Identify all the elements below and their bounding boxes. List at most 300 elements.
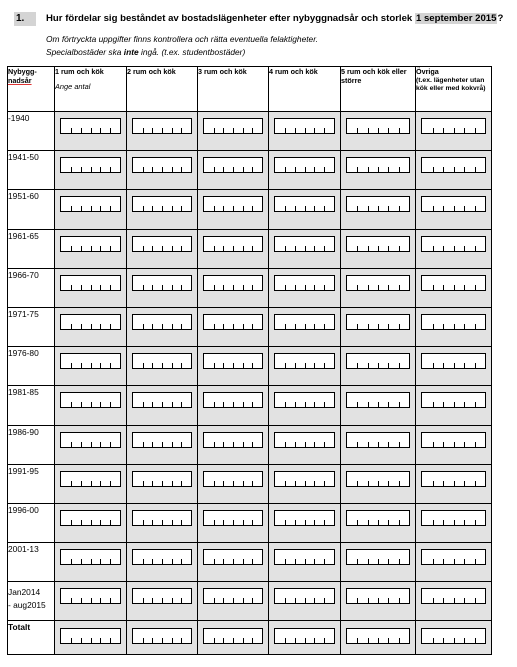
count-input-box[interactable] [274, 275, 335, 291]
digit-divider [252, 638, 253, 643]
count-input-box[interactable] [132, 628, 192, 644]
count-input-box[interactable] [346, 471, 410, 487]
count-input-box[interactable] [274, 157, 335, 173]
digit-divider [295, 206, 296, 211]
digit-divider [81, 206, 82, 211]
count-input-box[interactable] [346, 118, 410, 134]
digit-divider [243, 206, 244, 211]
digit-divider [223, 285, 224, 290]
count-cell [55, 386, 127, 425]
count-input-box[interactable] [346, 314, 410, 330]
count-input-box[interactable] [203, 432, 263, 448]
count-input-box[interactable] [203, 314, 263, 330]
column-sublabel: (t.ex. lägenheter utan kök eller med kokvrå) [416, 77, 486, 92]
count-input-box[interactable] [203, 392, 263, 408]
count-input-box[interactable] [132, 275, 192, 291]
digit-divider [475, 481, 476, 486]
count-input-box[interactable] [203, 628, 263, 644]
digit-divider [91, 128, 92, 133]
digit-divider [71, 402, 72, 407]
digit-divider [152, 520, 153, 525]
digit-divider [162, 481, 163, 486]
count-cell [55, 425, 127, 464]
table-row [8, 347, 492, 386]
count-input-box[interactable] [274, 314, 335, 330]
count-input-box[interactable] [132, 432, 192, 448]
count-input-box[interactable] [346, 510, 410, 526]
digit-divider [91, 285, 92, 290]
count-cell [127, 582, 198, 621]
digit-divider [214, 481, 215, 486]
digit-divider [110, 206, 111, 211]
digit-divider [388, 285, 389, 290]
row-label: 2001-13 [8, 543, 55, 582]
digit-divider [233, 324, 234, 329]
count-input-box[interactable] [60, 628, 121, 644]
count-cell [341, 190, 416, 229]
count-input-box[interactable] [346, 588, 410, 604]
count-input-box[interactable] [346, 353, 410, 369]
count-input-box[interactable] [132, 549, 192, 565]
table-row [8, 386, 492, 425]
digit-divider [285, 246, 286, 251]
row-label: 1981-85 [8, 386, 55, 425]
digit-divider [91, 481, 92, 486]
digit-divider [464, 167, 465, 172]
count-input-box[interactable] [421, 588, 486, 604]
digit-divider [433, 481, 434, 486]
digit-divider [433, 285, 434, 290]
digit-divider [378, 638, 379, 643]
digit-divider [223, 559, 224, 564]
digit-divider [324, 481, 325, 486]
digit-divider [378, 598, 379, 603]
digit-divider [110, 324, 111, 329]
digit-divider [181, 363, 182, 368]
digit-divider [143, 638, 144, 643]
digit-divider [295, 598, 296, 603]
digit-divider [324, 442, 325, 447]
digit-divider [172, 402, 173, 407]
count-input-box[interactable] [132, 118, 192, 134]
digit-divider [314, 285, 315, 290]
count-input-box[interactable] [60, 510, 121, 526]
count-input-box[interactable] [346, 275, 410, 291]
digit-divider [454, 285, 455, 290]
header-row [8, 67, 492, 112]
digit-divider [233, 520, 234, 525]
count-input-box[interactable] [421, 392, 486, 408]
digit-divider [433, 206, 434, 211]
count-input-box[interactable] [421, 196, 486, 212]
column-header-3-rooms: 3 rum och kök [198, 67, 269, 112]
digit-divider [223, 128, 224, 133]
digit-divider [181, 285, 182, 290]
question-header [0, 0, 517, 66]
digit-divider [143, 167, 144, 172]
count-input-box[interactable] [203, 549, 263, 565]
digit-divider [357, 442, 358, 447]
digit-divider [454, 559, 455, 564]
count-input-box[interactable] [60, 275, 121, 291]
digit-divider [305, 363, 306, 368]
digit-divider [475, 246, 476, 251]
count-input-box[interactable] [203, 275, 263, 291]
digit-divider [378, 402, 379, 407]
digit-divider [172, 246, 173, 251]
digit-divider [285, 167, 286, 172]
digit-divider [252, 128, 253, 133]
digit-divider [91, 520, 92, 525]
count-cell [416, 229, 492, 268]
count-input-box[interactable] [60, 314, 121, 330]
table-row [8, 621, 492, 655]
digit-divider [285, 206, 286, 211]
count-input-box[interactable] [132, 314, 192, 330]
digit-divider [172, 285, 173, 290]
count-input-box[interactable] [421, 471, 486, 487]
digit-divider [324, 402, 325, 407]
digit-divider [475, 206, 476, 211]
count-cell [341, 229, 416, 268]
digit-divider [81, 363, 82, 368]
count-input-box[interactable] [60, 471, 121, 487]
count-cell [198, 386, 269, 425]
digit-divider [399, 324, 400, 329]
digit-divider [71, 598, 72, 603]
digit-divider [243, 481, 244, 486]
count-input-box[interactable] [60, 549, 121, 565]
count-cell [127, 151, 198, 190]
count-input-box[interactable] [60, 157, 121, 173]
table-row [8, 268, 492, 307]
count-input-box[interactable] [346, 196, 410, 212]
digit-divider [368, 324, 369, 329]
digit-divider [81, 285, 82, 290]
count-input-box[interactable] [421, 118, 486, 134]
digit-divider [243, 285, 244, 290]
digit-divider [71, 442, 72, 447]
digit-divider [464, 324, 465, 329]
count-input-box[interactable] [346, 236, 410, 252]
digit-divider [172, 167, 173, 172]
digit-divider [172, 598, 173, 603]
digit-divider [443, 559, 444, 564]
digit-divider [162, 442, 163, 447]
count-cell [341, 621, 416, 655]
digit-divider [454, 442, 455, 447]
digit-divider [295, 363, 296, 368]
digit-divider [399, 363, 400, 368]
digit-divider [71, 285, 72, 290]
digit-divider [214, 598, 215, 603]
digit-divider [305, 520, 306, 525]
digit-divider [378, 481, 379, 486]
count-cell [55, 268, 127, 307]
count-input-box[interactable] [132, 157, 192, 173]
digit-divider [143, 246, 144, 251]
digit-divider [91, 246, 92, 251]
count-input-box[interactable] [203, 588, 263, 604]
digit-divider [454, 246, 455, 251]
count-cell [416, 112, 492, 151]
digit-divider [314, 363, 315, 368]
count-input-box[interactable] [132, 196, 192, 212]
digit-divider [214, 206, 215, 211]
count-input-box[interactable] [421, 314, 486, 330]
digit-divider [464, 285, 465, 290]
table-row [8, 543, 492, 582]
digit-divider [285, 402, 286, 407]
digit-divider [252, 481, 253, 486]
count-input-box[interactable] [132, 588, 192, 604]
digit-divider [81, 559, 82, 564]
row-label: 1961-65 [8, 229, 55, 268]
digit-divider [368, 481, 369, 486]
digit-divider [314, 167, 315, 172]
digit-divider [443, 638, 444, 643]
count-input-box[interactable] [421, 236, 486, 252]
digit-divider [143, 442, 144, 447]
count-input-box[interactable] [60, 432, 121, 448]
digit-divider [357, 128, 358, 133]
count-input-box[interactable] [346, 157, 410, 173]
count-cell [55, 464, 127, 503]
digit-divider [252, 246, 253, 251]
digit-divider [454, 520, 455, 525]
count-input-box[interactable] [421, 157, 486, 173]
count-cell [127, 464, 198, 503]
digit-divider [162, 128, 163, 133]
digit-divider [464, 481, 465, 486]
digit-divider [454, 638, 455, 643]
count-input-box[interactable] [203, 157, 263, 173]
question-number: 1. [14, 12, 36, 26]
digit-divider [214, 324, 215, 329]
count-cell [416, 190, 492, 229]
count-input-box[interactable] [60, 236, 121, 252]
count-cell [269, 621, 341, 655]
count-input-box[interactable] [203, 471, 263, 487]
digit-divider [243, 167, 244, 172]
count-input-box[interactable] [60, 392, 121, 408]
digit-divider [388, 638, 389, 643]
digit-divider [71, 167, 72, 172]
digit-divider [110, 520, 111, 525]
digit-divider [100, 128, 101, 133]
count-input-box[interactable] [203, 510, 263, 526]
digit-divider [357, 285, 358, 290]
digit-divider [464, 520, 465, 525]
digit-divider [475, 167, 476, 172]
table-row [8, 425, 492, 464]
digit-divider [443, 520, 444, 525]
count-input-box[interactable] [346, 432, 410, 448]
digit-divider [399, 246, 400, 251]
row-label: Totalt [8, 621, 55, 655]
digit-divider [305, 324, 306, 329]
digit-divider [100, 520, 101, 525]
count-input-box[interactable] [60, 588, 121, 604]
digit-divider [368, 638, 369, 643]
table-row [8, 464, 492, 503]
digit-divider [143, 598, 144, 603]
count-input-box[interactable] [421, 510, 486, 526]
count-cell [269, 229, 341, 268]
count-input-box[interactable] [132, 392, 192, 408]
count-input-box[interactable] [132, 353, 192, 369]
digit-divider [357, 638, 358, 643]
count-input-box[interactable] [274, 549, 335, 565]
count-input-box[interactable] [421, 549, 486, 565]
table-row [8, 503, 492, 542]
digit-divider [285, 520, 286, 525]
count-input-box[interactable] [132, 236, 192, 252]
digit-divider [162, 638, 163, 643]
digit-divider [214, 128, 215, 133]
count-cell [416, 347, 492, 386]
digit-divider [243, 598, 244, 603]
digit-divider [454, 324, 455, 329]
digit-divider [357, 559, 358, 564]
digit-divider [285, 363, 286, 368]
count-input-box[interactable] [203, 196, 263, 212]
digit-divider [454, 598, 455, 603]
digit-divider [71, 324, 72, 329]
table-row [8, 229, 492, 268]
digit-divider [152, 285, 153, 290]
count-input-box[interactable] [132, 471, 192, 487]
count-cell [416, 621, 492, 655]
digit-divider [233, 559, 234, 564]
digit-divider [314, 481, 315, 486]
digit-divider [357, 598, 358, 603]
count-input-box[interactable] [274, 196, 335, 212]
count-cell [416, 464, 492, 503]
digit-divider [143, 559, 144, 564]
digit-divider [324, 167, 325, 172]
digit-divider [143, 128, 144, 133]
count-input-box[interactable] [274, 236, 335, 252]
digit-divider [91, 402, 92, 407]
digit-divider [252, 559, 253, 564]
digit-divider [172, 481, 173, 486]
digit-divider [399, 167, 400, 172]
count-input-box[interactable] [203, 353, 263, 369]
digit-divider [475, 598, 476, 603]
count-cell [341, 464, 416, 503]
digit-divider [152, 128, 153, 133]
column-header-1-room: 1 rum och kök Ange antal [55, 67, 127, 112]
count-cell [127, 268, 198, 307]
digit-divider [285, 481, 286, 486]
digit-divider [162, 285, 163, 290]
digit-divider [454, 481, 455, 486]
digit-divider [172, 520, 173, 525]
count-cell [198, 307, 269, 346]
count-cell [198, 229, 269, 268]
digit-divider [464, 638, 465, 643]
digit-divider [214, 442, 215, 447]
digit-divider [71, 559, 72, 564]
digit-divider [433, 402, 434, 407]
digit-divider [368, 206, 369, 211]
count-input-box[interactable] [274, 628, 335, 644]
digit-divider [252, 206, 253, 211]
digit-divider [324, 598, 325, 603]
count-input-box[interactable] [421, 432, 486, 448]
count-input-box[interactable] [60, 118, 121, 134]
count-input-box[interactable] [274, 432, 335, 448]
digit-divider [433, 167, 434, 172]
count-input-box[interactable] [421, 628, 486, 644]
count-input-box[interactable] [346, 392, 410, 408]
count-input-box[interactable] [274, 392, 335, 408]
digit-divider [324, 324, 325, 329]
count-cell [416, 151, 492, 190]
count-cell [269, 151, 341, 190]
digit-divider [399, 520, 400, 525]
count-input-box[interactable] [421, 275, 486, 291]
digit-divider [399, 598, 400, 603]
count-input-box[interactable] [203, 118, 263, 134]
count-input-box[interactable] [421, 353, 486, 369]
digit-divider [433, 363, 434, 368]
digit-divider [71, 206, 72, 211]
digit-divider [162, 206, 163, 211]
count-input-box[interactable] [274, 588, 335, 604]
digit-divider [172, 324, 173, 329]
digit-divider [233, 598, 234, 603]
digit-divider [305, 167, 306, 172]
digit-divider [399, 481, 400, 486]
count-cell [341, 503, 416, 542]
digit-divider [152, 559, 153, 564]
digit-divider [305, 559, 306, 564]
row-label: 1991-95 [8, 464, 55, 503]
count-input-box[interactable] [274, 118, 335, 134]
digit-divider [454, 363, 455, 368]
digit-divider [443, 442, 444, 447]
digit-divider [314, 598, 315, 603]
count-input-box[interactable] [274, 510, 335, 526]
count-cell [269, 425, 341, 464]
count-input-box[interactable] [274, 471, 335, 487]
count-input-box[interactable] [346, 549, 410, 565]
digit-divider [181, 598, 182, 603]
digit-divider [378, 363, 379, 368]
digit-divider [388, 520, 389, 525]
digit-divider [152, 638, 153, 643]
count-cell [198, 112, 269, 151]
count-input-box[interactable] [60, 196, 121, 212]
digit-divider [100, 598, 101, 603]
digit-divider [243, 559, 244, 564]
count-input-box[interactable] [203, 236, 263, 252]
digit-divider [152, 363, 153, 368]
digit-divider [100, 246, 101, 251]
digit-divider [110, 246, 111, 251]
count-cell [341, 425, 416, 464]
count-input-box[interactable] [132, 510, 192, 526]
digit-divider [172, 128, 173, 133]
count-cell [55, 151, 127, 190]
count-input-box[interactable] [60, 353, 121, 369]
count-input-box[interactable] [346, 628, 410, 644]
digit-divider [214, 520, 215, 525]
count-input-box[interactable] [274, 353, 335, 369]
digit-divider [181, 402, 182, 407]
